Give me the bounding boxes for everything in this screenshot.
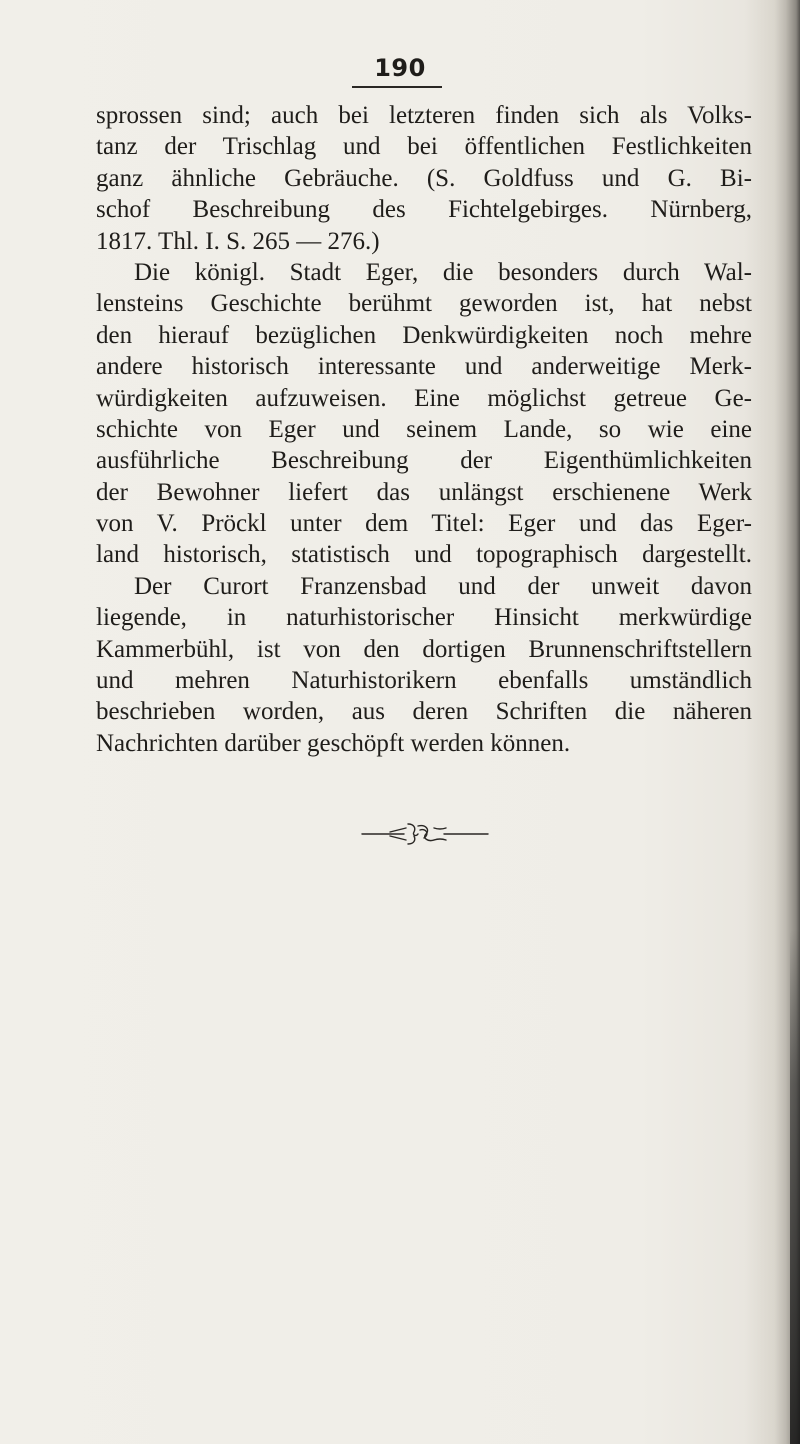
text-line: ganz ähnliche Gebräuche. (S. Goldfuss und G. Bi- (96, 164, 752, 192)
text-line: schichte von Eger und seinem Lande, so wie eine (96, 415, 752, 443)
text-line: würdigkeiten aufzuweisen. Eine möglichst getreue Ge- (96, 384, 752, 412)
text-line: schof Beschreibung des Fichtelgebirges. Nürnberg, (96, 196, 752, 224)
page-binding-edge (790, 930, 800, 1444)
text-line: ausführliche Beschreibung der Eigenthümlichkeiten (96, 447, 752, 475)
text-line: tanz der Trischlag und bei öffentlichen Festlichkeiten (96, 133, 752, 161)
paragraph-start-line: Der Curort Franzensbad und der unweit davon (134, 572, 752, 600)
body-text (96, 100, 752, 759)
paragraph-start-line: Die königl. Stadt Eger, die besonders durch Wal- (134, 258, 752, 286)
text-line: land historisch, statistisch und topographisch dargestellt. (96, 541, 752, 569)
end-ornament-icon (360, 818, 490, 848)
text-line: Kammerbühl, ist von den dortigen Brunnenschriftstellern (96, 635, 752, 663)
text-line: von V. Pröckl unter dem Titel: Eger und das Eger- (96, 510, 752, 538)
page-number: 190 (374, 54, 426, 82)
text-line: andere historisch interessante und anderweitige Merk- (96, 353, 752, 381)
text-line: der Bewohner liefert das unlängst erschienene Werk (96, 478, 752, 506)
text-line: lensteins Geschichte berühmt geworden ist, hat nebst (96, 290, 752, 318)
text-line: liegende, in naturhistorischer Hinsicht merkwürdige (96, 604, 752, 632)
text-line: sprossen sind; auch bei letzteren finden sich als Volks- (96, 102, 752, 129)
page-number-rule (352, 86, 442, 88)
text-line: beschrieben worden, aus deren Schriften die näheren (96, 698, 752, 726)
text-line: den hierauf bezüglichen Denkwürdigkeiten noch mehre (96, 321, 752, 349)
text-line: und mehren Naturhistorikern ebenfalls umständlich (96, 667, 752, 695)
text-line: Nachrichten darüber geschöpft werden können. (96, 729, 571, 757)
text-line: 1817. Thl. I. S. 265 — 276.) (96, 227, 380, 255)
